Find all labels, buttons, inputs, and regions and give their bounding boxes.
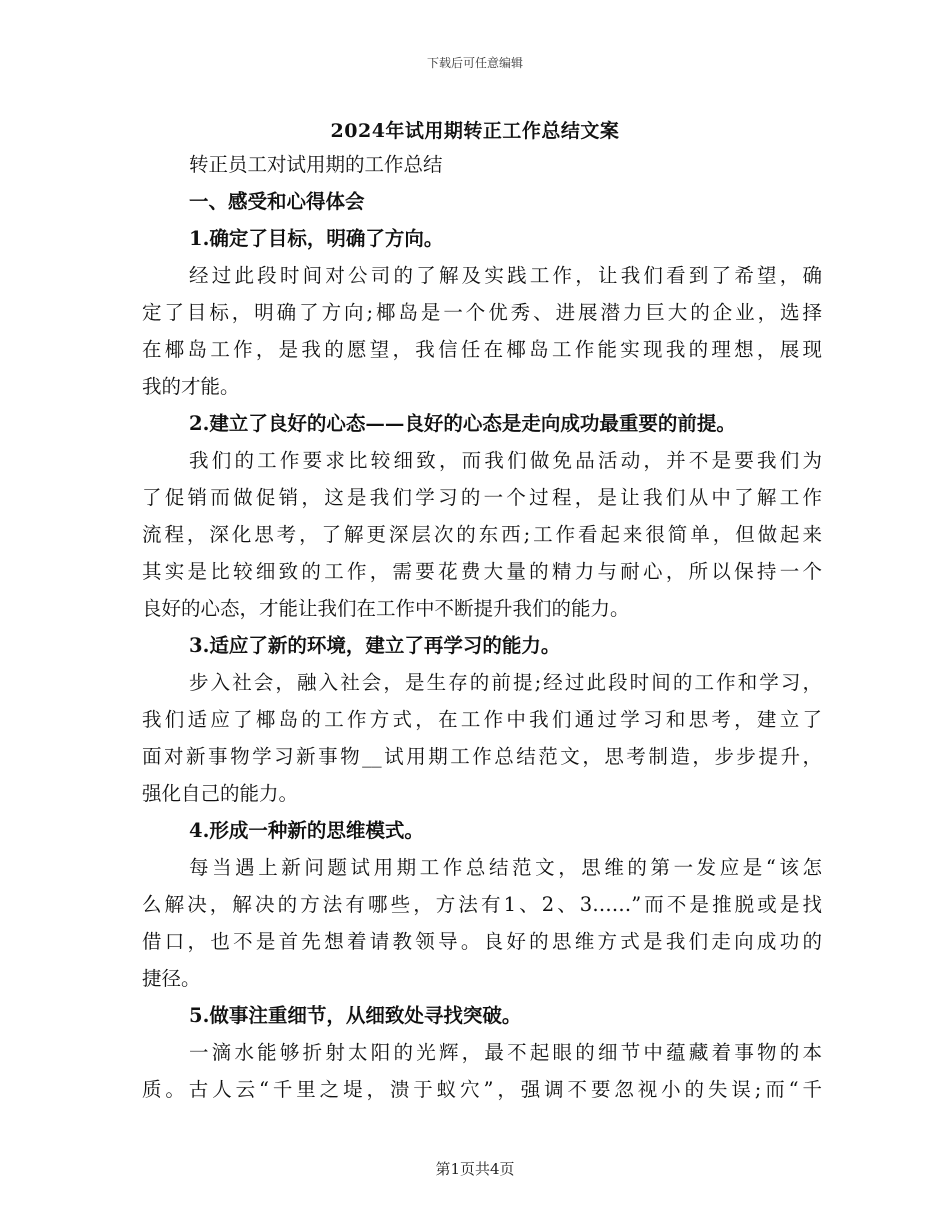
point-heading-5: 5.做事注重细节，从细致处寻找突破。 xyxy=(189,1004,522,1027)
paragraph-line: 么解决，解决的方法有哪些，方法有1、2、3……”而不是推脱或是找 xyxy=(142,893,822,916)
document-title: 2024年试用期转正工作总结文案 xyxy=(330,120,620,142)
paragraph-line: 在椰岛工作，是我的愿望，我信任在椰岛工作能实现我的理想，展现 xyxy=(142,338,822,361)
header-note: 下载后可任意编辑 xyxy=(426,56,523,70)
point-heading-2: 2.建立了良好的心态——良好的心态是走向成功最重要的前提。 xyxy=(189,412,736,435)
subtitle: 转正员工对试用期的工作总结 xyxy=(189,153,443,176)
paragraph-line: 其实是比较细致的工作，需要花费大量的精力与耐心，所以保持一个 xyxy=(142,560,822,583)
paragraph-line: 借口，也不是首先想着请教领导。良好的思维方式是我们走向成功的 xyxy=(142,930,822,953)
paragraph-line: 流程，深化思考，了解更深层次的东西;工作看起来很简单，但做起来 xyxy=(142,523,822,546)
paragraph-line: 我们适应了椰岛的工作方式，在工作中我们通过学习和思考，建立了 xyxy=(142,708,822,731)
paragraph-line: 定了目标，明确了方向;椰岛是一个优秀、进展潜力巨大的企业，选择 xyxy=(142,301,822,324)
document-body xyxy=(142,146,822,1108)
paragraph-line: 一滴水能够折射太阳的光辉，最不起眼的细节中蕴藏着事物的本 xyxy=(189,1041,822,1064)
point-heading-3: 3.适应了新的环境，建立了再学习的能力。 xyxy=(189,634,561,657)
paragraph-line: 我的才能。 xyxy=(142,375,240,398)
paragraph-line: 每当遇上新问题试用期工作总结范文，思维的第一发应是“该怎 xyxy=(189,856,822,879)
point-heading-1: 1.确定了目标，明确了方向。 xyxy=(189,227,444,250)
paragraph-line: 强化自己的能力。 xyxy=(142,782,299,805)
paragraph-line: 步入社会，融入社会，是生存的前提;经过此段时间的工作和学习， xyxy=(189,671,822,694)
paragraph-line: 经过此段时间对公司的了解及实践工作，让我们看到了希望，确 xyxy=(189,264,822,287)
page-number: 第1页共4页 xyxy=(435,1160,515,1178)
paragraph-line: 良好的心态，才能让我们在工作中不断提升我们的能力。 xyxy=(142,597,630,620)
section-heading: 一、感受和心得体会 xyxy=(189,190,365,213)
paragraph-line: 我们的工作要求比较细致，而我们做免品活动，并不是要我们为 xyxy=(189,449,822,472)
point-heading-4: 4.形成一种新的思维模式。 xyxy=(189,819,424,842)
paragraph-line: 质。古人云“千里之堤，溃于蚁穴”，强调不要忽视小的失误;而“千 xyxy=(142,1078,822,1101)
paragraph-line: 面对新事物学习新事物__试用期工作总结范文，思考制造，步步提升， xyxy=(142,745,822,768)
paragraph-line: 捷径。 xyxy=(142,967,201,990)
paragraph-line: 了促销而做促销，这是我们学习的一个过程，是让我们从中了解工作 xyxy=(142,486,822,509)
